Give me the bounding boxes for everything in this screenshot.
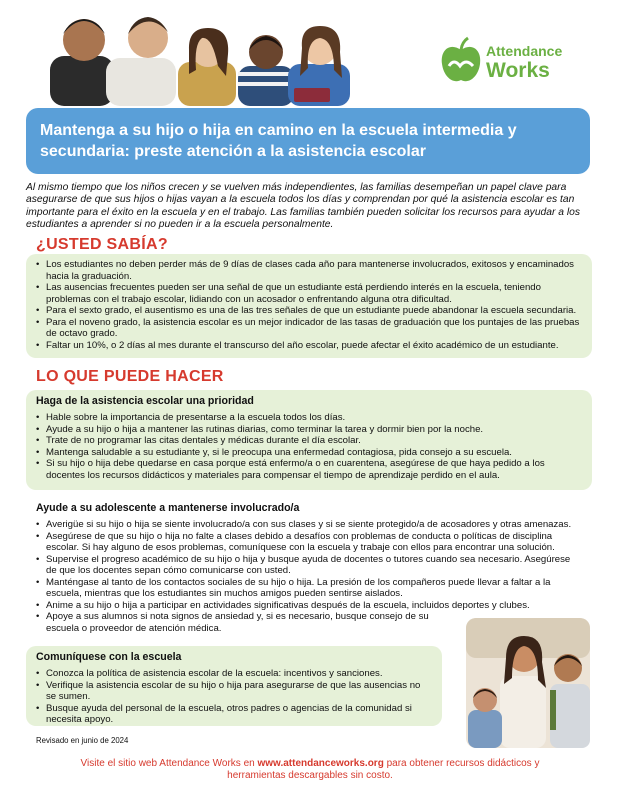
list-item: • Trate de no programar las citas dentales y médicas durante el día escolar.: [36, 435, 580, 447]
did-you-know-list: [36, 259, 580, 351]
list-item: • Los estudiantes no deben perder más de 9 días de clases cada año para mantenerse involucrados, exitosos y encaminados hacia la graduación.: [36, 259, 580, 282]
attendance-works-logo: [440, 34, 570, 90]
list-item: • Mantenga saludable a su estudiante y, si le preocupa una enfermedad contagiosa, pida consejo a su escuela.: [36, 447, 580, 459]
priority-list: [36, 412, 580, 481]
communicate-box: [26, 646, 442, 726]
logo-line2: Works: [486, 59, 550, 82]
logo-line1: Attendance: [486, 43, 563, 59]
list-item: • Busque ayuda del personal de la escuela, otros padres o agencias de la comunidad si necesita apoyo.: [36, 703, 430, 726]
list-item: • Faltar un 10%, o 2 días al mes durante el transcurso del año escolar, puede afectar el éxito académico de un estudiante.: [36, 340, 580, 352]
students-photo-bottom: [466, 618, 590, 748]
engaged-title: Ayude a su adolescente a mantenerse involucrado/a: [36, 502, 300, 514]
website-link[interactable]: www.attendanceworks.org: [257, 758, 384, 769]
list-item: • Manténgase al tanto de los contactos sociales de su hijo o hija. La presión de los compañeros puede llevar a faltar a la escuela, mientras que los estudiantes sin muchos amigos pueden sentirse aislados.: [36, 577, 580, 600]
intro-paragraph: Al mismo tiempo que los niños crecen y se vuelven más independientes, las familias desempeñan un papel clave para asegurarse de que sus hijos o hijas vayan a la escuela todos los días y comprendan por qué la asistencia escolar es tan importante para el éxito en la escuela y en el trabajo. Las familias también pueden solicitar los recursos para ayudar a los estudiantes a aprender si no pueden ir a la escuela personalmente.: [26, 182, 581, 231]
list-item: • Conozca la política de asistencia escolar de la escuela: incentivos y sanciones.: [36, 668, 430, 680]
students-group-photo: [48, 6, 353, 106]
did-you-know-box: [26, 254, 592, 358]
list-item: • Si su hijo o hija debe quedarse en casa porque está enfermo/a o en cuarentena, asegúrese de que haya pedido a los docentes los recursos didácticos y materiales para compensar el tiempo de aprendizaje perdido en el aula.: [36, 458, 580, 481]
list-item: • Las ausencias frecuentes pueden ser una señal de que un estudiante está perdiendo interés en la escuela, teniendo problemas con el trabajo escolar, lidiando con un acosador o enfrentando alguna otra dificultad.: [36, 282, 580, 305]
priority-title: Haga de la asistencia escolar una prioridad: [36, 395, 254, 407]
list-item: • Hable sobre la importancia de presentarse a la escuela todos los días.: [36, 412, 580, 424]
list-item: • Para el noveno grado, la asistencia escolar es un mejor indicador de las tasas de graduación que los puntajes de las pruebas de octavo grado.: [36, 317, 580, 340]
page-title: Mantenga a su hijo o hija en camino en la escuela intermedia y secundaria: preste atención a la asistencia escolar: [40, 122, 517, 160]
footer-text-post: para obtener recursos didácticos y herramientas descargables sin costo.: [227, 758, 540, 781]
communicate-list: [36, 668, 430, 726]
list-item: • Supervise el progreso académico de su hijo o hija y busque ayuda de docentes o tutores cuando sea necesario. Asegúrese de que los docentes sepan cómo comunicarse con usted.: [36, 554, 580, 577]
footer-note: [60, 758, 560, 782]
list-item: • Averigüe si su hijo o hija se siente involucrado/a con sus clases y si se siente protegido/a de acosadores y otras amenazas.: [36, 519, 580, 531]
list-item: • Para el sexto grado, el ausentismo es una de las tres señales de que un estudiante puede abandonar la escuela secundaria.: [36, 305, 580, 317]
footer-text-pre: Visite el sitio web Attendance Works en: [80, 758, 258, 769]
revision-date: Revisado en junio de 2024: [36, 736, 129, 745]
engaged-list: [36, 519, 580, 634]
list-item: • Asegúrese de que su hijo o hija no falte a clases debido a desafíos con problemas de conducta o políticas de disciplina escolar. Si hay alguno de esos problemas, comuníquese con la escuela y trabaje con ellos para encontrar una solución.: [36, 531, 580, 554]
priority-box: [26, 390, 592, 490]
list-item: • Verifique la asistencia escolar de su hijo o hija para asegurarse de que las ausencias no se sumen.: [36, 680, 430, 703]
communicate-title: Comuníquese con la escuela: [36, 651, 182, 663]
did-you-know-heading: ¿USTED SABÍA?: [36, 236, 168, 253]
apple-icon: [440, 36, 482, 86]
what-you-can-do-heading: LO QUE PUEDE HACER: [36, 368, 224, 385]
list-item: • Anime a su hijo o hija a participar en actividades significativas después de la escuela, incluidos deportes y clubes.: [36, 600, 580, 612]
list-item: • Ayude a su hijo o hija a mantener las rutinas diarias, como terminar la tarea y dormir bien por la noche.: [36, 424, 580, 436]
title-banner: [26, 108, 590, 174]
list-item: • Apoye a sus alumnos si nota signos de ansiedad y, si es necesario, busque consejo de su escuela o proveedor de atención médica.: [36, 611, 580, 634]
